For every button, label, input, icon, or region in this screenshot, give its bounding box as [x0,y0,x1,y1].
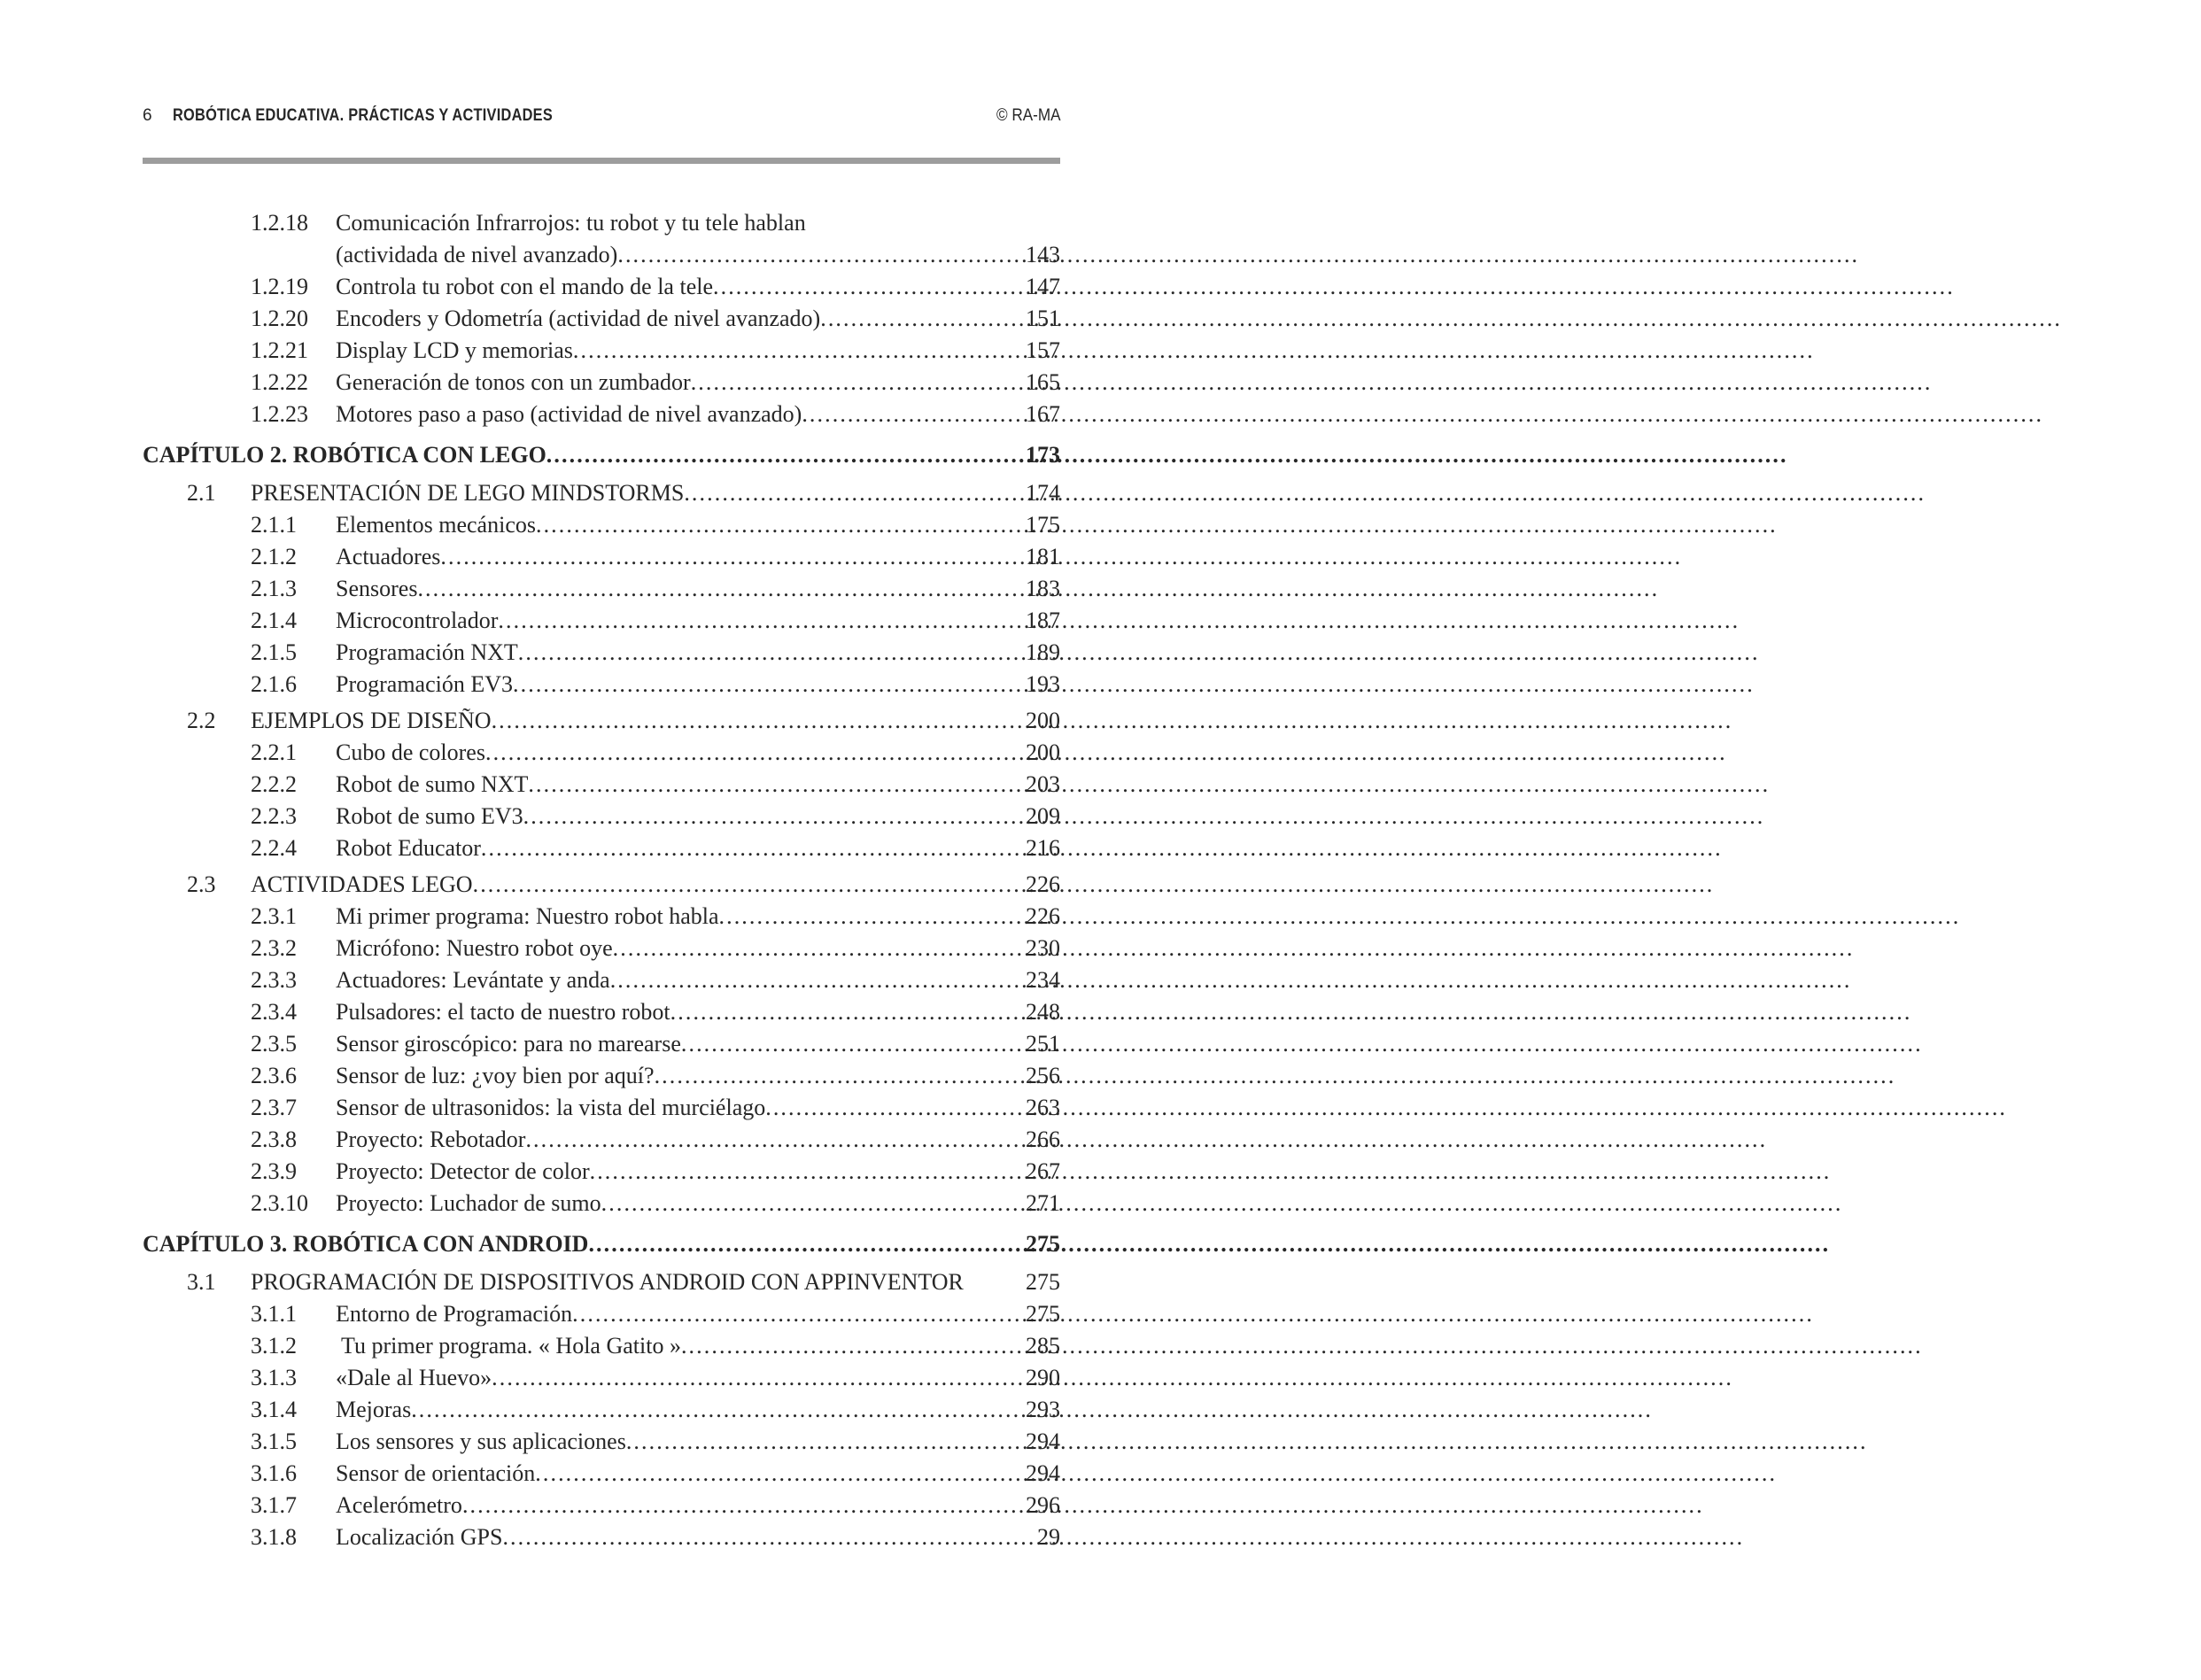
toc-entry-page: 165 [1026,369,1060,395]
toc-dot-leader [498,605,1026,637]
toc-dot-leader [546,437,1026,473]
toc-entry-number: 2.2.3 [251,803,297,829]
toc-subsection-entry[interactable] [143,801,1060,832]
toc-entry-number: 2.2.1 [251,739,297,765]
toc-dot-leader [613,933,1026,964]
toc-dot-leader [473,869,1026,901]
toc-entry-title: Proyecto: Detector de color [336,1158,590,1184]
toc-subsection-entry[interactable] [143,573,1060,605]
toc-entry-number: 2.1.3 [251,576,297,601]
toc-subsection-entry[interactable] [143,1426,1060,1458]
book-title: ROBÓTICA EDUCATIVA. PRÁCTICAS Y ACTIVIDADES [173,106,554,125]
toc-dot-leader [528,769,1026,801]
toc-entry-page: 248 [1026,999,1060,1025]
toc-entry-title: Sensor de luz: ¿voy bien por aquí? [336,1063,655,1088]
toc-dot-leader [681,1330,1026,1362]
toc-entry-page: 151 [1026,306,1060,331]
toc-entry-number: 3.1.2 [251,1333,297,1359]
toc-dot-leader [588,1226,1026,1262]
toc-entry-title: Micrófono: Nuestro robot oye [336,935,613,961]
toc-entry-page: 181 [1026,544,1060,569]
toc-entry-title: Sensor de ultrasonidos: la vista del murciélago [336,1095,766,1120]
toc-entry-number: 2.3.2 [251,935,297,961]
toc-dot-leader [523,801,1026,832]
toc-dot-leader [573,335,1026,367]
toc-entry-title: CAPÍTULO 2. ROBÓTICA CON LEGO [143,442,546,468]
toc-dot-leader [525,1124,1026,1156]
toc-entry-number: 2.1.1 [251,512,297,538]
toc-entry-page: 275 [1026,1301,1060,1327]
toc-entry-title: Mi primer programa: Nuestro robot habla [336,903,719,929]
toc-dot-leader [691,367,1026,399]
toc-entry-number: 3.1.4 [251,1397,297,1422]
toc-entry-number: 3.1 [187,1269,216,1295]
toc-entry-number: 1.2.18 [251,210,308,236]
page-number: 6 [143,106,152,125]
toc-entry-number: 1.2.20 [251,306,308,331]
toc-entry-page: 294 [1026,1428,1060,1454]
toc-dot-leader [617,239,1026,271]
toc-section-entry[interactable] [143,705,1060,737]
toc-dot-leader [684,477,1026,509]
toc-subsection-entry[interactable] [143,1092,1060,1124]
toc-chapter-entry[interactable] [143,1226,1060,1262]
toc-entry-title: Sensor de orientación [336,1460,536,1486]
toc-subsection-entry[interactable] [143,1521,1060,1553]
toc-entry-page: 200 [1026,708,1060,733]
toc-entry-page: 256 [1026,1063,1060,1088]
toc-subsection-entry[interactable] [143,769,1060,801]
toc-entry-number: 2.3.9 [251,1158,297,1184]
toc-subsection-entry[interactable] [143,1394,1060,1426]
toc-entry-title: Proyecto: Luchador de sumo [336,1190,601,1216]
toc-entry-title: Robot de sumo EV3 [336,803,523,829]
toc-entry-page: 226 [1026,903,1060,929]
toc-subsection-entry[interactable] [143,1298,1060,1330]
toc-entry-title: PRESENTACIÓN DE LEGO MINDSTORMS [251,480,685,506]
toc-entry-title: Generación de tonos con un zumbador [336,369,691,395]
toc-entry-number: 2.1.2 [251,544,297,569]
toc-entry-number: 2.2.2 [251,771,297,797]
header-rule [143,158,1060,164]
toc-entry-number: 2.3.6 [251,1063,297,1088]
toc-entry-page: 296 [1026,1492,1060,1518]
toc-entry-title: Cubo de colores [336,739,485,765]
toc-entry-title: Elementos mecánicos [336,512,536,538]
toc-dot-leader [719,901,1027,933]
toc-dot-leader [513,669,1026,701]
toc-subsection-entry[interactable] [143,509,1060,541]
toc-subsection-entry[interactable] [143,737,1060,769]
toc-subsection-entry[interactable] [143,1028,1060,1060]
toc-dot-leader [518,637,1026,669]
toc-entry-page: 200 [1026,739,1060,765]
toc-entry-number: 1.2.23 [251,401,308,427]
toc-dot-leader [802,399,1026,430]
toc-entry-number: 2.3.4 [251,999,297,1025]
toc-entry-page: 275 [1026,1269,1060,1295]
toc-entry-page: 173 [1026,442,1060,468]
toc-entry-page: 183 [1026,576,1060,601]
toc-dot-leader [655,1060,1026,1092]
toc-dot-leader [713,271,1026,303]
toc-dot-leader [610,964,1026,996]
toc-dot-leader [492,1362,1026,1394]
toc-subsection-entry[interactable] [143,1362,1060,1394]
toc-entry-title: Sensores [336,576,418,601]
toc-entry-page: 29 [1037,1524,1060,1550]
toc-dot-leader [502,1521,1037,1553]
toc-entry-number: 2.1.4 [251,608,297,633]
toc-entry-number: 3.1.8 [251,1524,297,1550]
toc-entry-number: 3.1.1 [251,1301,297,1327]
toc-subsection-entry[interactable] [143,1124,1060,1156]
toc-entry-number: 1.2.19 [251,274,308,299]
toc-entry-page: 175 [1026,512,1060,538]
toc-subsection-entry[interactable] [143,996,1060,1028]
toc-dot-leader [765,1092,1026,1124]
toc-dot-leader [670,996,1026,1028]
toc-entry-title: Microcontrolador [336,608,499,633]
toc-entry-number: 2.1.6 [251,671,297,697]
toc-subsection-entry[interactable] [143,335,1060,367]
running-header [143,103,1060,131]
toc-entry-number: 2.3.5 [251,1031,297,1057]
toc-entry-title: EJEMPLOS DE DISEÑO [251,708,492,733]
toc-entry-title: ACTIVIDADES LEGO [251,871,473,897]
toc-entry-page: 203 [1026,771,1060,797]
toc-entry-page: 251 [1026,1031,1060,1057]
toc-entry-page: 167 [1026,401,1060,427]
toc-entry-title: «Dale al Huevo» [336,1365,492,1390]
toc-entry-title: Actuadores [336,544,441,569]
toc-entry-page: 189 [1026,639,1060,665]
toc-entry-page: 187 [1026,608,1060,633]
toc-entry-number: 3.1.6 [251,1460,297,1486]
toc-dot-leader [462,1490,1026,1521]
toc-entry-number: 1.2.22 [251,369,308,395]
toc-dot-leader [601,1188,1026,1219]
toc-entry-number: 3.1.5 [251,1428,297,1454]
toc-entry-page: 230 [1026,935,1060,961]
toc-subsection-entry[interactable] [143,933,1060,964]
toc-entry-title: Motores paso a paso (actividad de nivel avanzado) [336,401,802,427]
toc-subsection-entry[interactable] [143,367,1060,399]
toc-entry-number: 2.3.3 [251,967,297,993]
toc-entry-title: Comunicación Infrarrojos: tu robot y tu tele hablan [336,210,806,236]
toc-subsection-entry[interactable] [143,541,1060,573]
toc-entry-title: Actuadores: Levántate y anda [336,967,610,993]
toc-subsection-entry[interactable] [143,239,1060,271]
toc-entry-title: Display LCD y memorias [336,337,573,363]
toc-entry-title: Pulsadores: el tacto de nuestro robot [336,999,670,1025]
toc-entry-page: 174 [1026,480,1060,506]
toc-entry-page: 266 [1026,1126,1060,1152]
toc-entry-number: 2.2 [187,708,216,733]
toc-dot-leader [481,832,1026,864]
table-of-contents [143,207,1060,1553]
toc-entry-page: 271 [1026,1190,1060,1216]
toc-entry-number: 2.2.4 [251,835,297,861]
toc-subsection-entry[interactable] [143,303,1060,335]
toc-entry-title: (actividada de nivel avanzado) [336,242,618,267]
toc-entry-title: CAPÍTULO 3. ROBÓTICA CON ANDROID [143,1231,589,1257]
toc-entry-page: 147 [1026,274,1060,299]
toc-entry-number: 2.1.5 [251,639,297,665]
toc-subsection-entry[interactable] [143,1060,1060,1092]
toc-entry-page: 226 [1026,871,1060,897]
toc-dot-leader [535,1458,1026,1490]
toc-subsection-entry[interactable] [143,1490,1060,1521]
toc-entry-title: Entorno de Programación [336,1301,573,1327]
toc-dot-leader [572,1298,1026,1330]
toc-chapter-entry[interactable] [143,437,1060,473]
toc-entry-page: 216 [1026,835,1060,861]
toc-dot-leader [417,573,1026,605]
toc-dot-leader [492,705,1026,737]
toc-entry-number: 2.3.1 [251,903,297,929]
toc-entry-title: Programación NXT [336,639,518,665]
toc-entry-number: 2.3.7 [251,1095,297,1120]
toc-section-entry[interactable] [143,869,1060,901]
toc-entry-number: 3.1.7 [251,1492,297,1518]
toc-entry-number: 3.1.3 [251,1365,297,1390]
toc-subsection-entry[interactable] [143,1458,1060,1490]
toc-entry-number: 2.3 [187,871,216,897]
toc-entry-number: 2.1 [187,480,216,506]
toc-entry-page: 263 [1026,1095,1060,1120]
toc-entry-title: PROGRAMACIÓN DE DISPOSITIVOS ANDROID CON APPINVENTOR [251,1269,964,1295]
toc-entry-page: 209 [1026,803,1060,829]
toc-subsection-entry[interactable] [143,637,1060,669]
toc-entry-title: Encoders y Odometría (actividad de nivel avanzado) [336,306,821,331]
toc-entry-title: Localización GPS [336,1524,503,1550]
toc-dot-leader [485,737,1026,769]
toc-dot-leader [590,1156,1026,1188]
toc-subsection-entry[interactable] [143,1188,1060,1219]
toc-dot-leader [681,1028,1026,1060]
toc-entry-title: Proyecto: Rebotador [336,1126,526,1152]
toc-entry-page: 275 [1026,1231,1060,1257]
toc-entry-title: Mejoras [336,1397,412,1422]
toc-dot-leader [536,509,1026,541]
toc-entry-title: Programación EV3 [336,671,514,697]
toc-subsection-entry[interactable] [143,901,1060,933]
toc-subsection-entry[interactable] [143,1330,1060,1362]
toc-subsection-entry[interactable] [143,1156,1060,1188]
toc-entry-page: 193 [1026,671,1060,697]
toc-dot-leader [440,541,1026,573]
toc-subsection-entry[interactable] [143,207,1060,239]
toc-entry-title: Controla tu robot con el mando de la tele [336,274,713,299]
toc-entry-title: Sensor giroscópico: para no marearse [336,1031,681,1057]
toc-subsection-entry[interactable] [143,271,1060,303]
toc-subsection-entry[interactable] [143,832,1060,864]
toc-subsection-entry[interactable] [143,669,1060,701]
toc-entry-title: Los sensores y sus aplicaciones [336,1428,626,1454]
toc-entry-number: 2.3.8 [251,1126,297,1152]
toc-entry-title: Robot de sumo NXT [336,771,529,797]
toc-entry-page: 290 [1026,1365,1060,1390]
toc-entry-page: 143 [1026,242,1060,267]
toc-entry-page: 285 [1026,1333,1060,1359]
publisher: © RA-MA [996,106,1060,125]
toc-entry-number: 2.3.10 [251,1190,308,1216]
toc-entry-title: Robot Educator [336,835,481,861]
toc-entry-title: Tu primer programa. « Hola Gatito » [336,1333,681,1359]
toc-entry-page: 234 [1026,967,1060,993]
toc-dot-leader [626,1426,1026,1458]
toc-entry-title: Acelerómetro [336,1492,462,1518]
toc-section-entry[interactable] [143,1266,1060,1298]
toc-entry-page: 157 [1026,337,1060,363]
toc-section-entry[interactable] [143,477,1060,509]
toc-subsection-entry[interactable] [143,399,1060,430]
toc-entry-page: 267 [1026,1158,1060,1184]
toc-entry-number: 1.2.21 [251,337,308,363]
toc-subsection-entry[interactable] [143,605,1060,637]
toc-entry-page: 294 [1026,1460,1060,1486]
toc-dot-leader [820,303,1026,335]
toc-subsection-entry[interactable] [143,964,1060,996]
toc-entry-page: 293 [1026,1397,1060,1422]
toc-dot-leader [411,1394,1026,1426]
